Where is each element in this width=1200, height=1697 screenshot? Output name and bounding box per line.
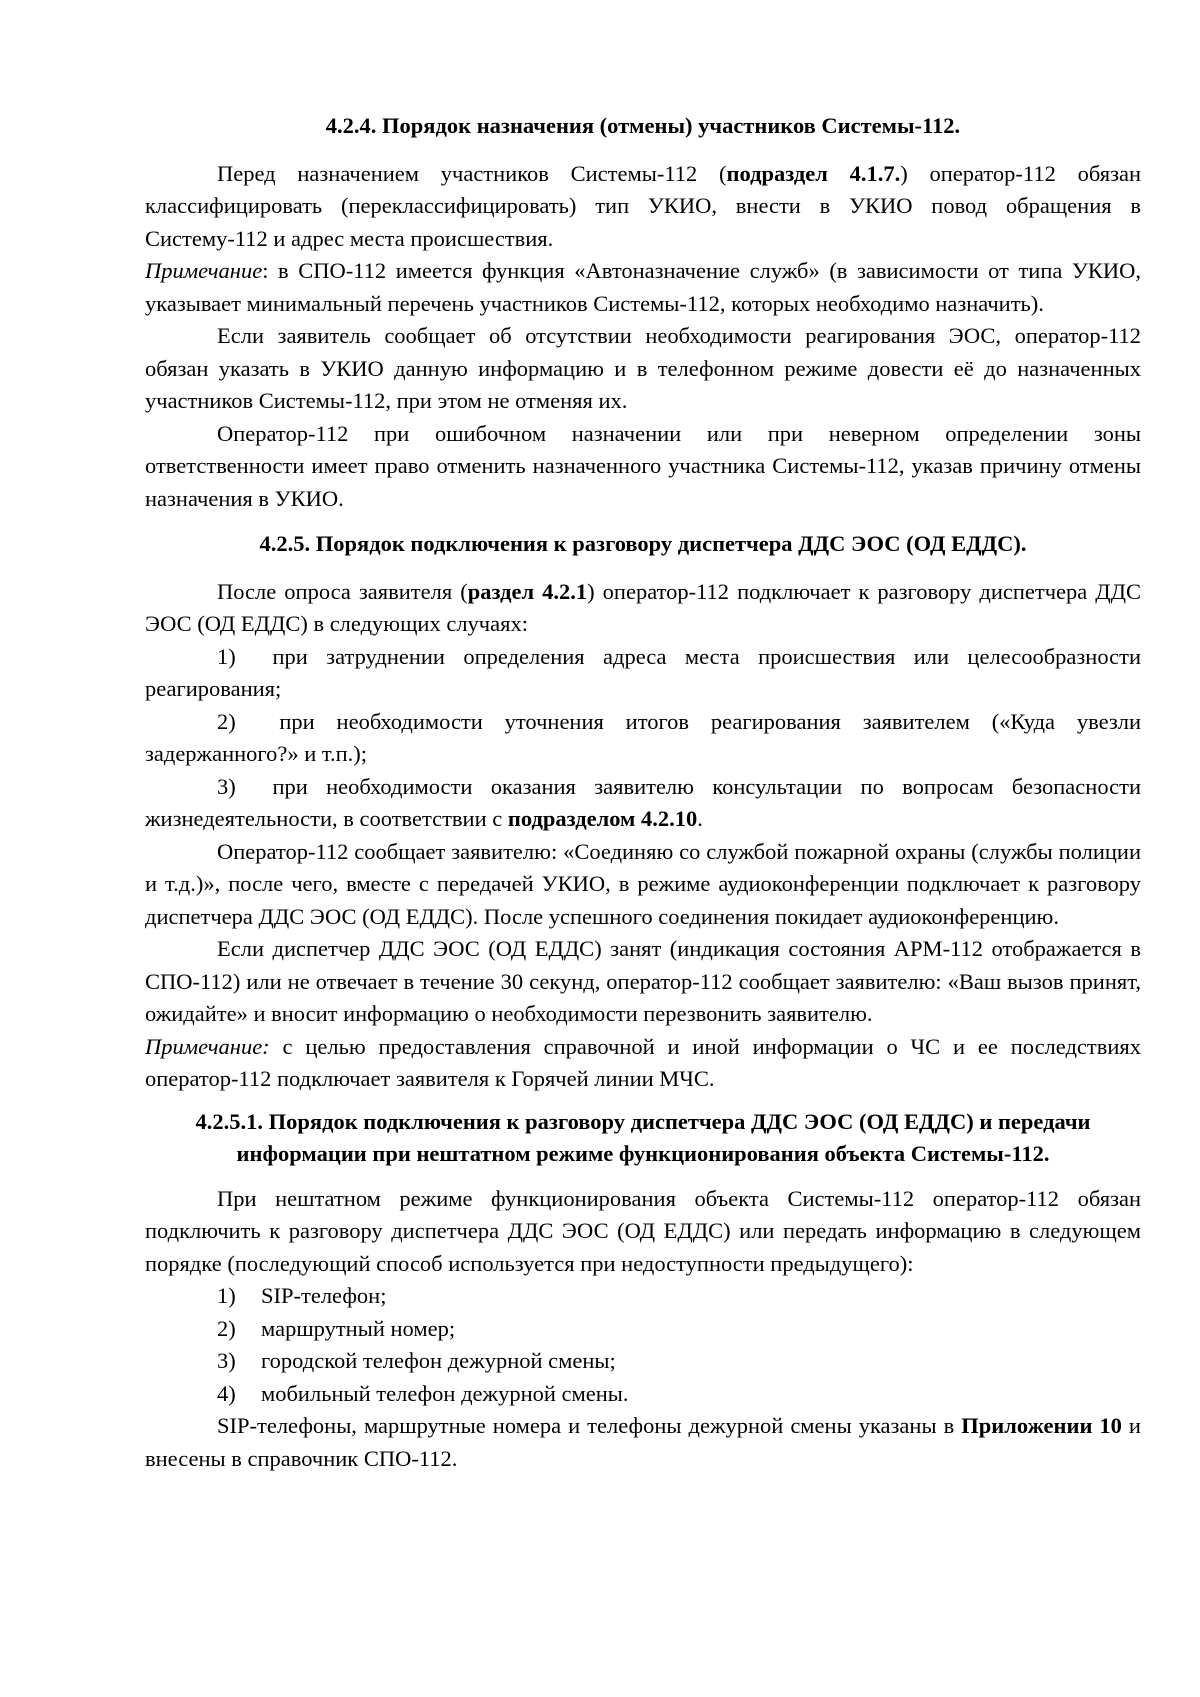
list-item: [145, 1378, 1141, 1411]
heading-line-2: информации при нештатном режиме функционирования объекта Системы-112.: [236, 1141, 1050, 1166]
heading-4-2-4: 4.2.4. Порядок назначения (отмены) участников Системы-112.: [325, 113, 961, 138]
paragraph-424-2: Если заявитель сообщает об отсутствии необходимости реагирования ЭОС, оператор-112 обязан указать в УКИО данную информацию и в телефонном режиме довести её до назначенных участников Системы-112, при этом не отменяя их.: [145, 323, 1141, 413]
paragraph-424-3: Оператор-112 при ошибочном назначении или при неверном определении зоны ответственности имеет право отменить назначенного участника Системы-112, указав причину отмены назначения в УКИО.: [145, 420, 1141, 511]
list-item: [145, 1280, 1141, 1313]
list-item: [145, 1345, 1141, 1378]
text-segment: Перед назначением участников Системы-112 (: [217, 160, 727, 186]
list-number: 4): [217, 1380, 236, 1406]
list-text: городской телефон дежурной смены;: [261, 1348, 616, 1373]
list-number: 1): [217, 1283, 236, 1308]
heading-line-1: 4.2.5.1. Порядок подключения к разговору диспетчера ДДС ЭОС (ОД ЕДДС) и передачи: [195, 1108, 1091, 1134]
list-text: маршрутный номер;: [261, 1315, 456, 1341]
heading-4-2-5: 4.2.5. Порядок подключения к разговору диспетчера ДДС ЭОС (ОД ЕДДС).: [259, 531, 1027, 556]
reference-subsection-4-1-7: подраздел 4.1.7.: [726, 160, 901, 186]
text-segment: и внесены в справочник СПО-112.: [145, 1413, 1141, 1471]
note-425: [145, 1031, 1141, 1096]
list-item: [145, 1313, 1141, 1346]
text-segment: ) оператор-112 подключает к разговору диспетчера ДДС ЭОС (ОД ЕДДС) в следующих случаях:: [145, 578, 1142, 636]
text-segment: ) оператор-112 обязан классифицировать (переклассифицировать) тип УКИО, внести в УКИО повод обращения в Систему-112 и адрес места происшествия.: [145, 160, 1141, 251]
list-number: 2): [217, 1315, 236, 1341]
text-segment: 3) при необходимости оказания заявителю консультации по вопросам безопасности жизнедеятельности, в соответствии с: [145, 773, 1141, 831]
paragraph-425-2: Оператор-112 сообщает заявителю: «Соединяю со службой пожарной охраны (службы полиции и т.д.)», после чего, вместе с передачей УКИО, в режиме аудиоконференции подключает к разговору диспетчера ДДС ЭОС (ОД ЕДДС). После успешного соединения покидает аудиоконференцию.: [145, 838, 1141, 929]
text-segment: После опроса заявителя (: [217, 578, 468, 604]
paragraph-4251-2: [145, 1410, 1141, 1475]
list-item-425-3: [145, 771, 1141, 836]
text-segment: .: [697, 806, 703, 831]
note-label: Примечание: [145, 258, 263, 283]
paragraph-424-1: [145, 158, 1141, 256]
note-label: Примечание:: [145, 1033, 270, 1059]
list-item-425-2: 2) при необходимости уточнения итогов реагирования заявителем («Куда увезли задержанного?» и т.п.);: [145, 708, 1141, 766]
document-content: [145, 110, 1141, 1475]
note-424: [145, 255, 1141, 320]
paragraph-4251-1: При нештатном режиме функционирования объекта Системы-112 оператор-112 обязан подключить к разговору диспетчера ДДС ЭОС (ОД ЕДДС) или передать информацию в следующем порядке (последующий способ используется при недоступности предыдущего):: [145, 1185, 1141, 1276]
channel-list: [145, 1280, 1141, 1410]
note-text: : в СПО-112 имеется функция «Автоназначение служб» (в зависимости от типа УКИО, указывает минимальный перечень участников Системы-112, которых необходимо назначить).: [145, 258, 1141, 316]
heading-4-2-5-1: [145, 1106, 1141, 1171]
paragraph-425-1: [145, 576, 1141, 641]
reference-appendix-10: Приложении 10: [961, 1413, 1122, 1438]
list-item-425-1: 1) при затруднении определения адреса места происшествия или целесообразности реагирования;: [145, 643, 1141, 701]
list-text: SIP-телефон;: [261, 1283, 387, 1308]
reference-subsection-4-2-10: подразделом 4.2.10: [507, 806, 698, 831]
note-text: с целью предоставления справочной и иной информации о ЧС и ее последствиях оператор-112 подключает заявителя к Горячей линии МЧС.: [145, 1033, 1141, 1091]
list-text: мобильный телефон дежурной смены.: [261, 1380, 629, 1406]
list-number: 3): [217, 1348, 236, 1373]
text-segment: SIP-телефоны, маршрутные номера и телефоны дежурной смены указаны в: [217, 1413, 962, 1438]
reference-section-4-2-1: раздел 4.2.1: [467, 578, 588, 604]
paragraph-425-3: Если диспетчер ДДС ЭОС (ОД ЕДДС) занят (индикация состояния АРМ-112 отображается в СПО-112) или не отвечает в течение 30 секунд, оператор-112 сообщает заявителю: «Ваш вызов принят, ожидайте» и вносит информацию о необходимости перезвонить заявителю.: [145, 936, 1141, 1026]
